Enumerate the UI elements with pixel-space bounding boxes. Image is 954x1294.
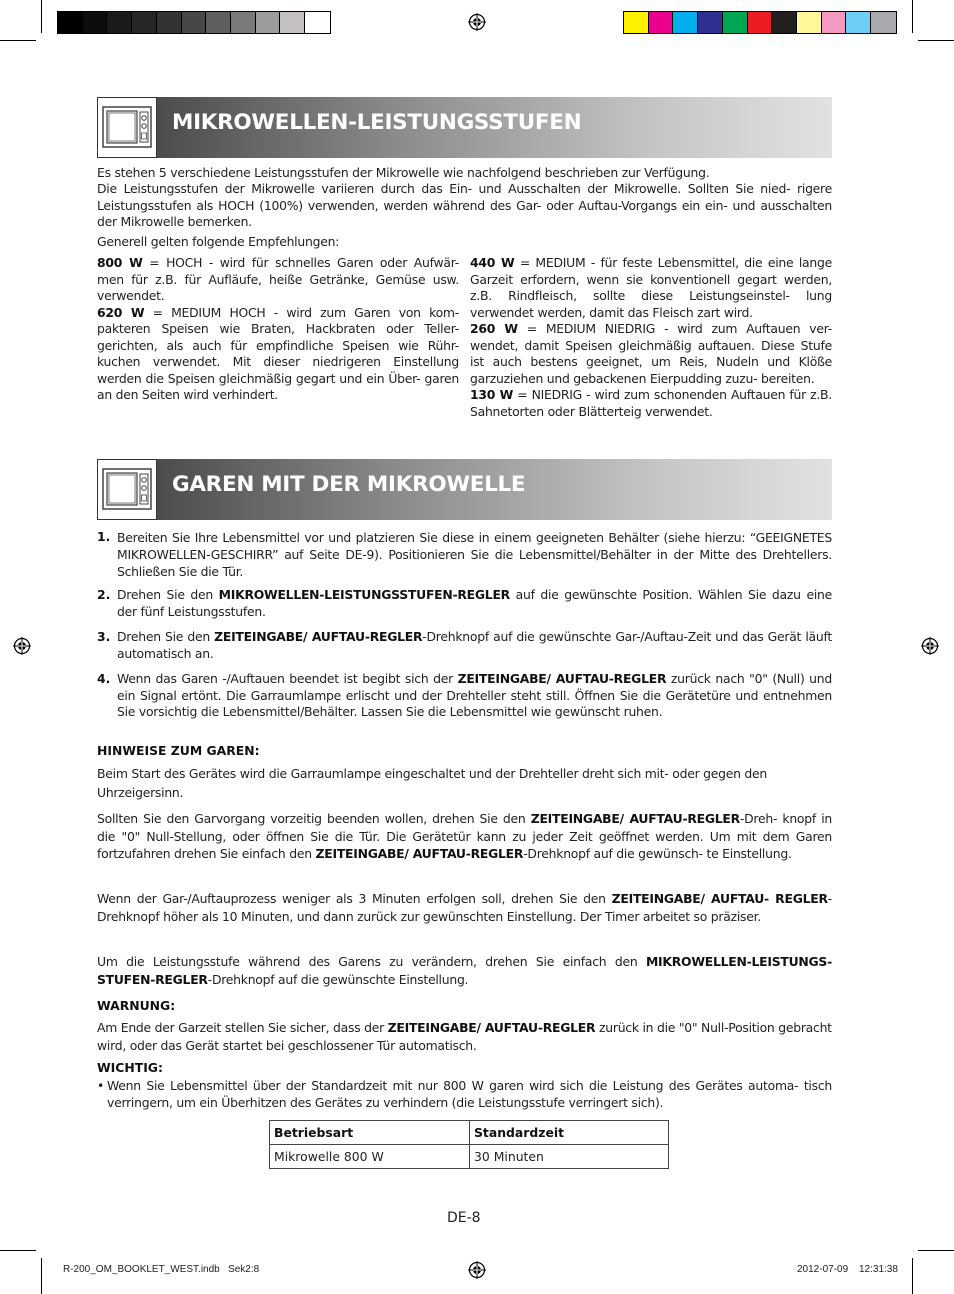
- color-swatch: [83, 12, 108, 33]
- microwave-icon: [97, 97, 157, 158]
- color-swatch: [822, 12, 847, 33]
- gray-color-bar: [57, 11, 331, 34]
- level-440: 440 W = MEDIUM - für feste Lebensmittel, die eine lange Garzeit erfordern, wenn sie konventionell gegart werden, z.B. Rindfleisch, sollte diese Leistungseinstel- lung verwendet werden, damit das Fleisch zart wird.: [470, 255, 832, 320]
- power-levels-left-column: [97, 255, 459, 404]
- note-paragraph-3: Wenn der Gar-/Auftauprozess weniger als 3 Minuten erfolgen soll, drehen Sie den ZEITEINGABE/ AUFTAU- REGLER-Drehknopf höher als 10 Minuten, und dann zurück zur gewünschten Einstellung. Der Timer arbeitet so präziser.: [97, 891, 832, 924]
- footer-file-info: R-200_OM_BOOKLET_WEST.indb Sek2:8: [63, 1264, 260, 1275]
- color-swatch: [58, 12, 83, 33]
- color-swatch: [748, 12, 773, 33]
- color-swatch: [305, 12, 330, 33]
- microwave-icon: [97, 459, 157, 520]
- section-header-power-levels: [97, 97, 832, 158]
- color-swatch: [256, 12, 281, 33]
- step-4-text: Wenn das Garen -/Auftauen beendet ist begibt sich der ZEITEINGABE/ AUFTAU-REGLER zurück nach "0" (Null) und ein Signal ertönt. Die Garraumlampe erlischt und der Drehteller steht still. Öffnen Sie die Gerätetüre und entnehmen Sie vorsichtig die Lebensmittel/Behälter. Lassen Sie die Lebensmittel wie gewünscht ruhen.: [117, 671, 833, 719]
- footer-date: 2012-07-09: [797, 1264, 849, 1275]
- registration-mark-icon: [13, 637, 31, 655]
- color-swatch: [649, 12, 674, 33]
- section-title: GAREN MIT DER MIKROWELLE: [172, 472, 526, 497]
- power-levels-right-column: [470, 255, 832, 420]
- step-number: 2.: [97, 587, 111, 602]
- step-1-text: Bereiten Sie Ihre Lebensmittel vor und platzieren Sie diese in einem geeigneten Behälter (siehe hierzu: “GEEIGNETES MIKROWELLEN-GESCHIRR” auf Seite DE-9). Positionieren Sie die Lebensmittel/Behälter in der Mitte des Drehtellers. Schließen Sie die Tür.: [117, 530, 832, 580]
- color-swatch: [673, 12, 698, 33]
- level-130: 130 W = NIEDRIG - wird zum schonenden Auftauen für z.B. Sahnetorten oder Blätterteig verwendet.: [470, 387, 832, 419]
- table-header-row: [270, 1121, 669, 1145]
- color-swatch: [182, 12, 207, 33]
- color-swatch: [206, 12, 231, 33]
- table-header-cell: Betriebsart: [270, 1121, 470, 1145]
- color-swatch: [797, 12, 822, 33]
- level-620: 620 W = MEDIUM HOCH - wird zum Garen von kom- pakteren Speisen wie Braten, Hackbraten oder Teller- gerichten, als auch für empfindliche Speisen wie Rühr- kuchen verwendet. Mit dieser niedrigeren Einstellung werden die Speisen gleichmäßig gegart und ein Über- garen an den Seiten wird verhindert.: [97, 304, 459, 402]
- table-cell: 30 Minuten: [470, 1145, 669, 1169]
- table-row: [270, 1145, 669, 1169]
- intro-paragraph-1: Es stehen 5 verschiedene Leistungsstufen der Mikrowelle wie nachfolgend beschrieben zur Verfügung.: [97, 165, 710, 180]
- color-swatch: [280, 12, 305, 33]
- color-swatch: [772, 12, 797, 33]
- color-swatch: [132, 12, 157, 33]
- page-number: DE-8: [447, 1210, 481, 1226]
- step-2-text: Drehen Sie den MIKROWELLEN-LEISTUNGSSTUFEN-REGLER auf die gewünschte Position. Wählen Sie dazu eine der fünf Leistungsstufen.: [117, 587, 832, 619]
- intro-paragraph-3: Generell gelten folgende Empfehlungen:: [97, 234, 340, 249]
- color-swatch: [723, 12, 748, 33]
- note-paragraph-2: Sollten Sie den Garvorgang vorzeitig beenden wollen, drehen Sie den ZEITEINGABE/ AUFTAU-REGLER-Dreh- knopf in die "0" Null-Stellung, oder öffnen Sie die Tür. Die Gerätetür kann zu jeder Zeit geöffnet werden. Um mit dem Garen fortzufahren drehen Sie einfach den ZEITEINGABE/ AUFTAU-REGLER-Drehknopf auf die gewünsch- te Einstellung.: [97, 811, 832, 861]
- cmyk-color-bar: [623, 11, 897, 34]
- table-header-cell: Standardzeit: [470, 1121, 669, 1145]
- color-swatch: [231, 12, 256, 33]
- color-swatch: [698, 12, 723, 33]
- color-swatch: [107, 12, 132, 33]
- hinweise-heading: HINWEISE ZUM GAREN:: [97, 743, 260, 758]
- bullet: •: [97, 1078, 105, 1093]
- important-paragraph: Wenn Sie Lebensmittel über der Standardzeit mit nur 800 W garen wird sich die Leistung des Gerätes automa- tisch verringern, um ein Überhitzen des Gerätes zu verhindern (die Leistungsstufe verringert sich).: [107, 1078, 832, 1110]
- step-number: 4.: [97, 671, 111, 686]
- registration-mark-icon: [468, 13, 486, 31]
- level-260: 260 W = MEDIUM NIEDRIG - wird zum Auftauen ver- wendet, damit Speisen gleichmäßig auftauen. Diese Stufe ist auch bestens geeignet, um Reis, Nudeln und Klöße garzuziehen und gebackenen Eierpudding zuzu- bereiten.: [470, 321, 832, 386]
- step-number: 3.: [97, 629, 111, 644]
- intro-paragraph-2: Die Leistungsstufen der Mikrowelle variieren durch das Ein- und Ausschalten der Mikrowelle. Sollten Sie nied- rigere Leistungsstufen als HOCH (100%) verwenden, werden während des Gar- oder Auftau-Vorgangs ein ein- und ausschalten der Mikrowelle bemerken.: [97, 181, 832, 229]
- color-swatch: [871, 12, 896, 33]
- section-header-cooking: [97, 459, 832, 520]
- registration-mark-icon: [468, 1261, 486, 1279]
- table-cell: Mikrowelle 800 W: [270, 1145, 470, 1169]
- level-800: 800 W = HOCH - wird für schnelles Garen oder Aufwär- men für z.B. für Aufläufe, heiße Getränke, Gemüse usw. verwendet.: [97, 255, 459, 303]
- note-paragraph-4: Um die Leistungsstufe während des Garens zu verändern, drehen Sie einfach den MIKROWELLEN-LEISTUNGS- STUFEN-REGLER-Drehknopf auf die gewünschte Einstellung.: [97, 954, 832, 987]
- footer-time: 12:31:38: [859, 1264, 898, 1275]
- section-title: MIKROWELLEN-LEISTUNGSSTUFEN: [172, 110, 582, 135]
- registration-mark-icon: [921, 637, 939, 655]
- wichtig-heading: WICHTIG:: [97, 1060, 163, 1075]
- step-number: 1.: [97, 529, 111, 544]
- color-swatch: [846, 12, 871, 33]
- color-swatch: [157, 12, 182, 33]
- color-swatch: [624, 12, 649, 33]
- warnung-heading: WARNUNG:: [97, 998, 176, 1013]
- step-3-text: Drehen Sie den ZEITEINGABE/ AUFTAU-REGLER-Drehknopf auf die gewünschte Gar-/Auftau-Zeit und das Gerät läuft automatisch an.: [117, 629, 832, 661]
- standard-time-table: [269, 1120, 669, 1169]
- note-paragraph-1: Beim Start des Gerätes wird die Garraumlampe eingeschaltet und der Drehteller dreht sich mit- oder gegen den Uhrzeigersinn.: [97, 766, 767, 800]
- warning-paragraph: Am Ende der Garzeit stellen Sie sicher, dass der ZEITEINGABE/ AUFTAU-REGLER zurück in die "0" Null-Position gebracht wird, oder das Gerät startet bei geschlossener Tür automatisch.: [97, 1020, 832, 1053]
